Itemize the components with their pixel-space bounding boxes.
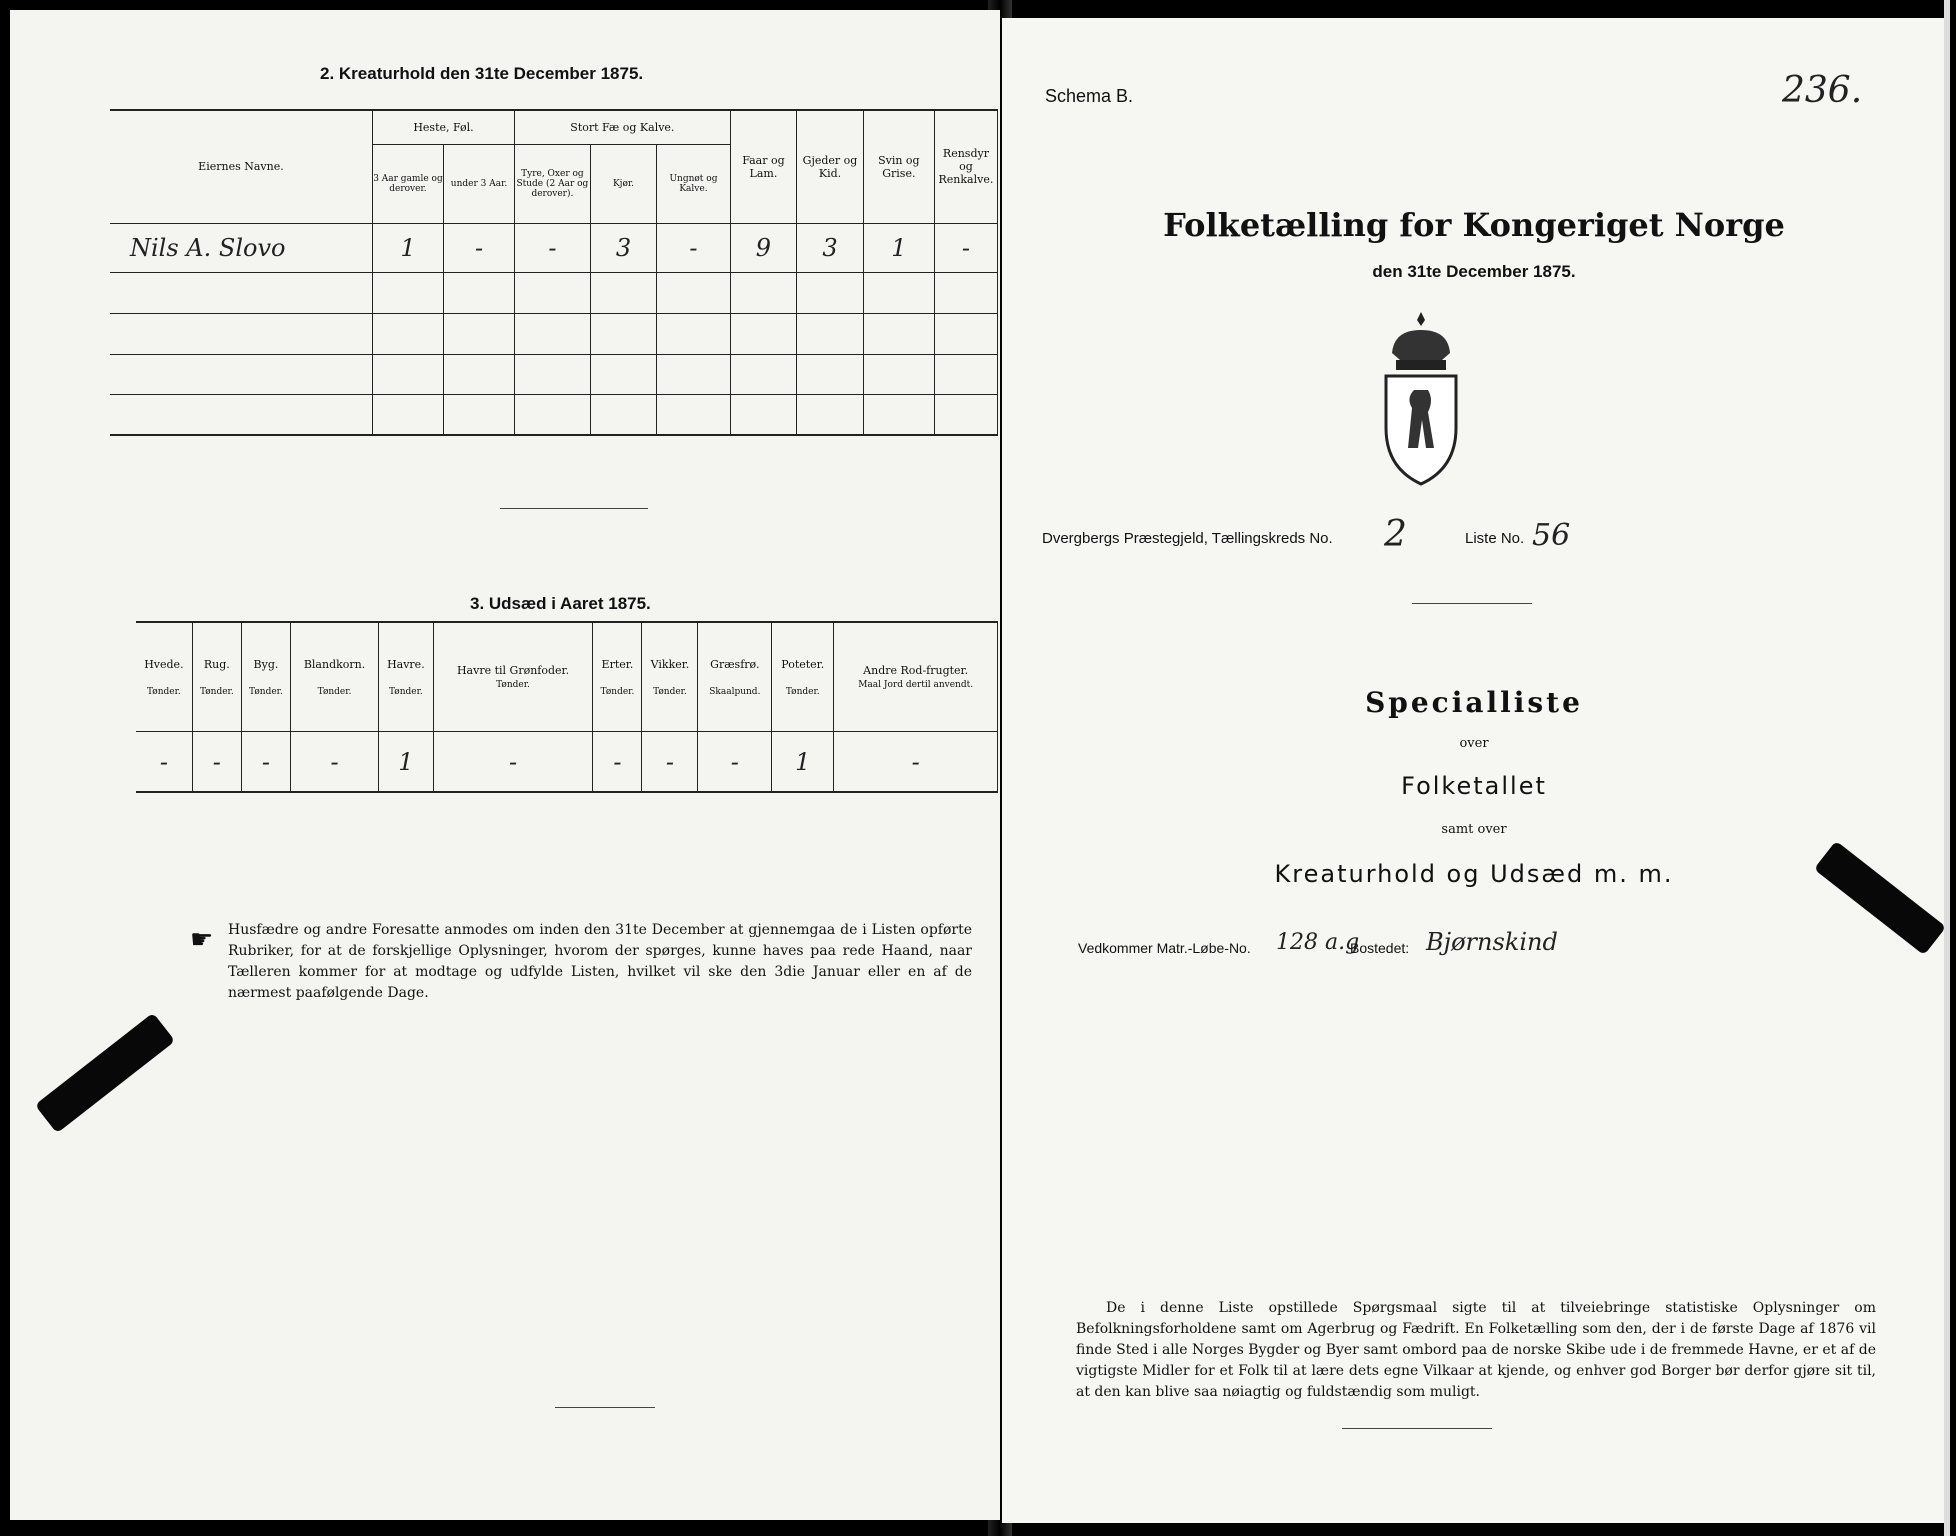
liste-number: 56 xyxy=(1532,518,1571,553)
table-row xyxy=(110,223,998,273)
matr-label: Vedkommer Matr.-Løbe-No. xyxy=(1078,940,1251,956)
left-page xyxy=(10,10,1000,1520)
cell-value: 3 xyxy=(797,223,864,273)
notice-text: Husfædre og andre Foresatte anmodes om inden den 31te December at gjennemgaa de i Listen opførte Rubriker, for at de forskjellige Oplysninger, hvorom der spørges, kunne haves paa rede Haand, naar Tælleren kommer for at modtage og udfylde Listen, hvilket vil ske den 3die Januar eller en af de nærmest paafølgende Dage. xyxy=(228,922,972,1001)
bosted-label: Bostedet: xyxy=(1350,940,1410,956)
liste-label: Liste No. xyxy=(1465,530,1525,547)
header-rodfrugter: Andre Rod-frugter. Maal Jord dertil anvendt. xyxy=(834,623,998,732)
header-havre-gronfoder: Havre til Grønfoder. Tønder. xyxy=(433,623,593,732)
sub-under3-header: under 3 Aar. xyxy=(444,144,515,223)
cell-value: - xyxy=(698,732,772,792)
table-top-rule xyxy=(110,109,998,111)
cell-value: 1 xyxy=(379,732,434,792)
page-edge xyxy=(1944,0,1950,1536)
stort-fae-header: Stort Fæ og Kalve. xyxy=(515,111,731,145)
parish-label: Dvergbergs Præstegjeld, Tællingskreds No. xyxy=(1042,530,1333,547)
cell-value: - xyxy=(433,732,593,792)
section2-title: 2. Kreaturhold den 31te December 1875. xyxy=(320,64,644,83)
cell-value: - xyxy=(642,732,698,792)
cell-value: 9 xyxy=(730,223,797,273)
main-title: Folketælling for Kongeriget Norge xyxy=(1163,206,1785,244)
gjeder-header: Gjeder og Kid. xyxy=(797,111,864,224)
cell-value: - xyxy=(136,732,192,792)
kreds-number: 2 xyxy=(1384,514,1407,555)
bottom-line xyxy=(1342,1428,1492,1429)
kreaturhold-text: Kreaturhold og Udsæd m. m. xyxy=(1274,860,1674,888)
bosted-value: Bjørnskind xyxy=(1426,928,1558,956)
livestock-table xyxy=(110,110,998,436)
cell-value: - xyxy=(834,732,998,792)
specialliste-title: Specialliste xyxy=(1365,686,1583,719)
header-vikker: Vikker. Tønder. xyxy=(642,623,698,732)
bottom-line xyxy=(555,1407,655,1408)
over-text: over xyxy=(1459,736,1489,751)
cell-value: - xyxy=(241,732,290,792)
header-poteter: Poteter. Tønder. xyxy=(772,623,834,732)
cell-value: 1 xyxy=(372,223,443,273)
coat-of-arms-icon xyxy=(1372,308,1470,488)
rensdyr-header: Rensdyr og Renkalve. xyxy=(934,111,997,224)
sowing-bottom-rule xyxy=(136,791,998,793)
right-page xyxy=(1002,18,1946,1523)
header-havre: Havre. Tønder. xyxy=(379,623,434,732)
sub-tyre-header: Tyre, Oxer og Stude (2 Aar og derover). xyxy=(515,144,591,223)
footer-text: De i denne Liste opstillede Spørgsmaal sigte til at tilveiebringe statistiske Oplysninger om Befolkningsforholdene samt om Agerbrug og Fædrift. En Folketælling som den, der i de første Dage af 1876 vil finde Sted i alle Norges Bygder og Byer samt ombord paa de norske Skibe ude i de fremmede Havne, er et af de vigtigste Midler for et Folk til at lære dets egne Vilkaar at kjende, og enhver god Borger bør derfor gjøre sit til, at den kan blive saa nøiagtig og fuldstændig som muligt. xyxy=(1076,1300,1876,1400)
sowing-top-rule xyxy=(136,621,998,623)
census-date: den 31te December 1875. xyxy=(1372,262,1576,281)
heste-header: Heste, Føl. xyxy=(372,111,514,145)
svin-header: Svin og Grise. xyxy=(863,111,934,224)
samt-over-text: samt over xyxy=(1441,822,1507,837)
sub-3aar-header: 3 Aar gamle og derover. xyxy=(372,144,443,223)
sub-ungnot-header: Ungnøt og Kalve. xyxy=(657,144,730,223)
folketallet-text: Folketallet xyxy=(1401,772,1547,800)
cell-value: - xyxy=(444,223,515,273)
separator-line xyxy=(500,508,648,509)
cell-value: - xyxy=(593,732,642,792)
cell-value: - xyxy=(657,223,730,273)
pointing-hand-icon: ☛ xyxy=(190,925,214,955)
cell-value: - xyxy=(934,223,997,273)
cell-value: - xyxy=(515,223,591,273)
header-blandkorn: Blandkorn. Tønder. xyxy=(290,623,378,732)
sowing-table xyxy=(136,622,998,792)
header-graesfro: Græsfrø. Skaalpund. xyxy=(698,623,772,732)
cell-value: 1 xyxy=(772,732,834,792)
cell-value: - xyxy=(290,732,378,792)
cell-value: 1 xyxy=(863,223,934,273)
sub-kjor-header: Kjør. xyxy=(590,144,657,223)
page-number: 236. xyxy=(1782,70,1863,111)
header-erter: Erter. Tønder. xyxy=(593,623,642,732)
cell-value: - xyxy=(192,732,241,792)
table-row xyxy=(136,732,998,792)
header-hvede: Hvede. Tønder. xyxy=(136,623,192,732)
header-rug: Rug. Tønder. xyxy=(192,623,241,732)
cell-value: 3 xyxy=(590,223,657,273)
owner-header: Eiernes Navne. xyxy=(110,111,372,224)
schema-label: Schema B. xyxy=(1045,86,1134,106)
faar-header: Faar og Lam. xyxy=(730,111,797,224)
separator-line xyxy=(1412,603,1532,604)
owner-name: Nils A. Slovo xyxy=(110,223,372,273)
matr-number: 128 a.g xyxy=(1276,930,1360,955)
table-bottom-rule xyxy=(110,434,998,436)
header-byg: Byg. Tønder. xyxy=(241,623,290,732)
section3-title: 3. Udsæd i Aaret 1875. xyxy=(470,594,651,613)
